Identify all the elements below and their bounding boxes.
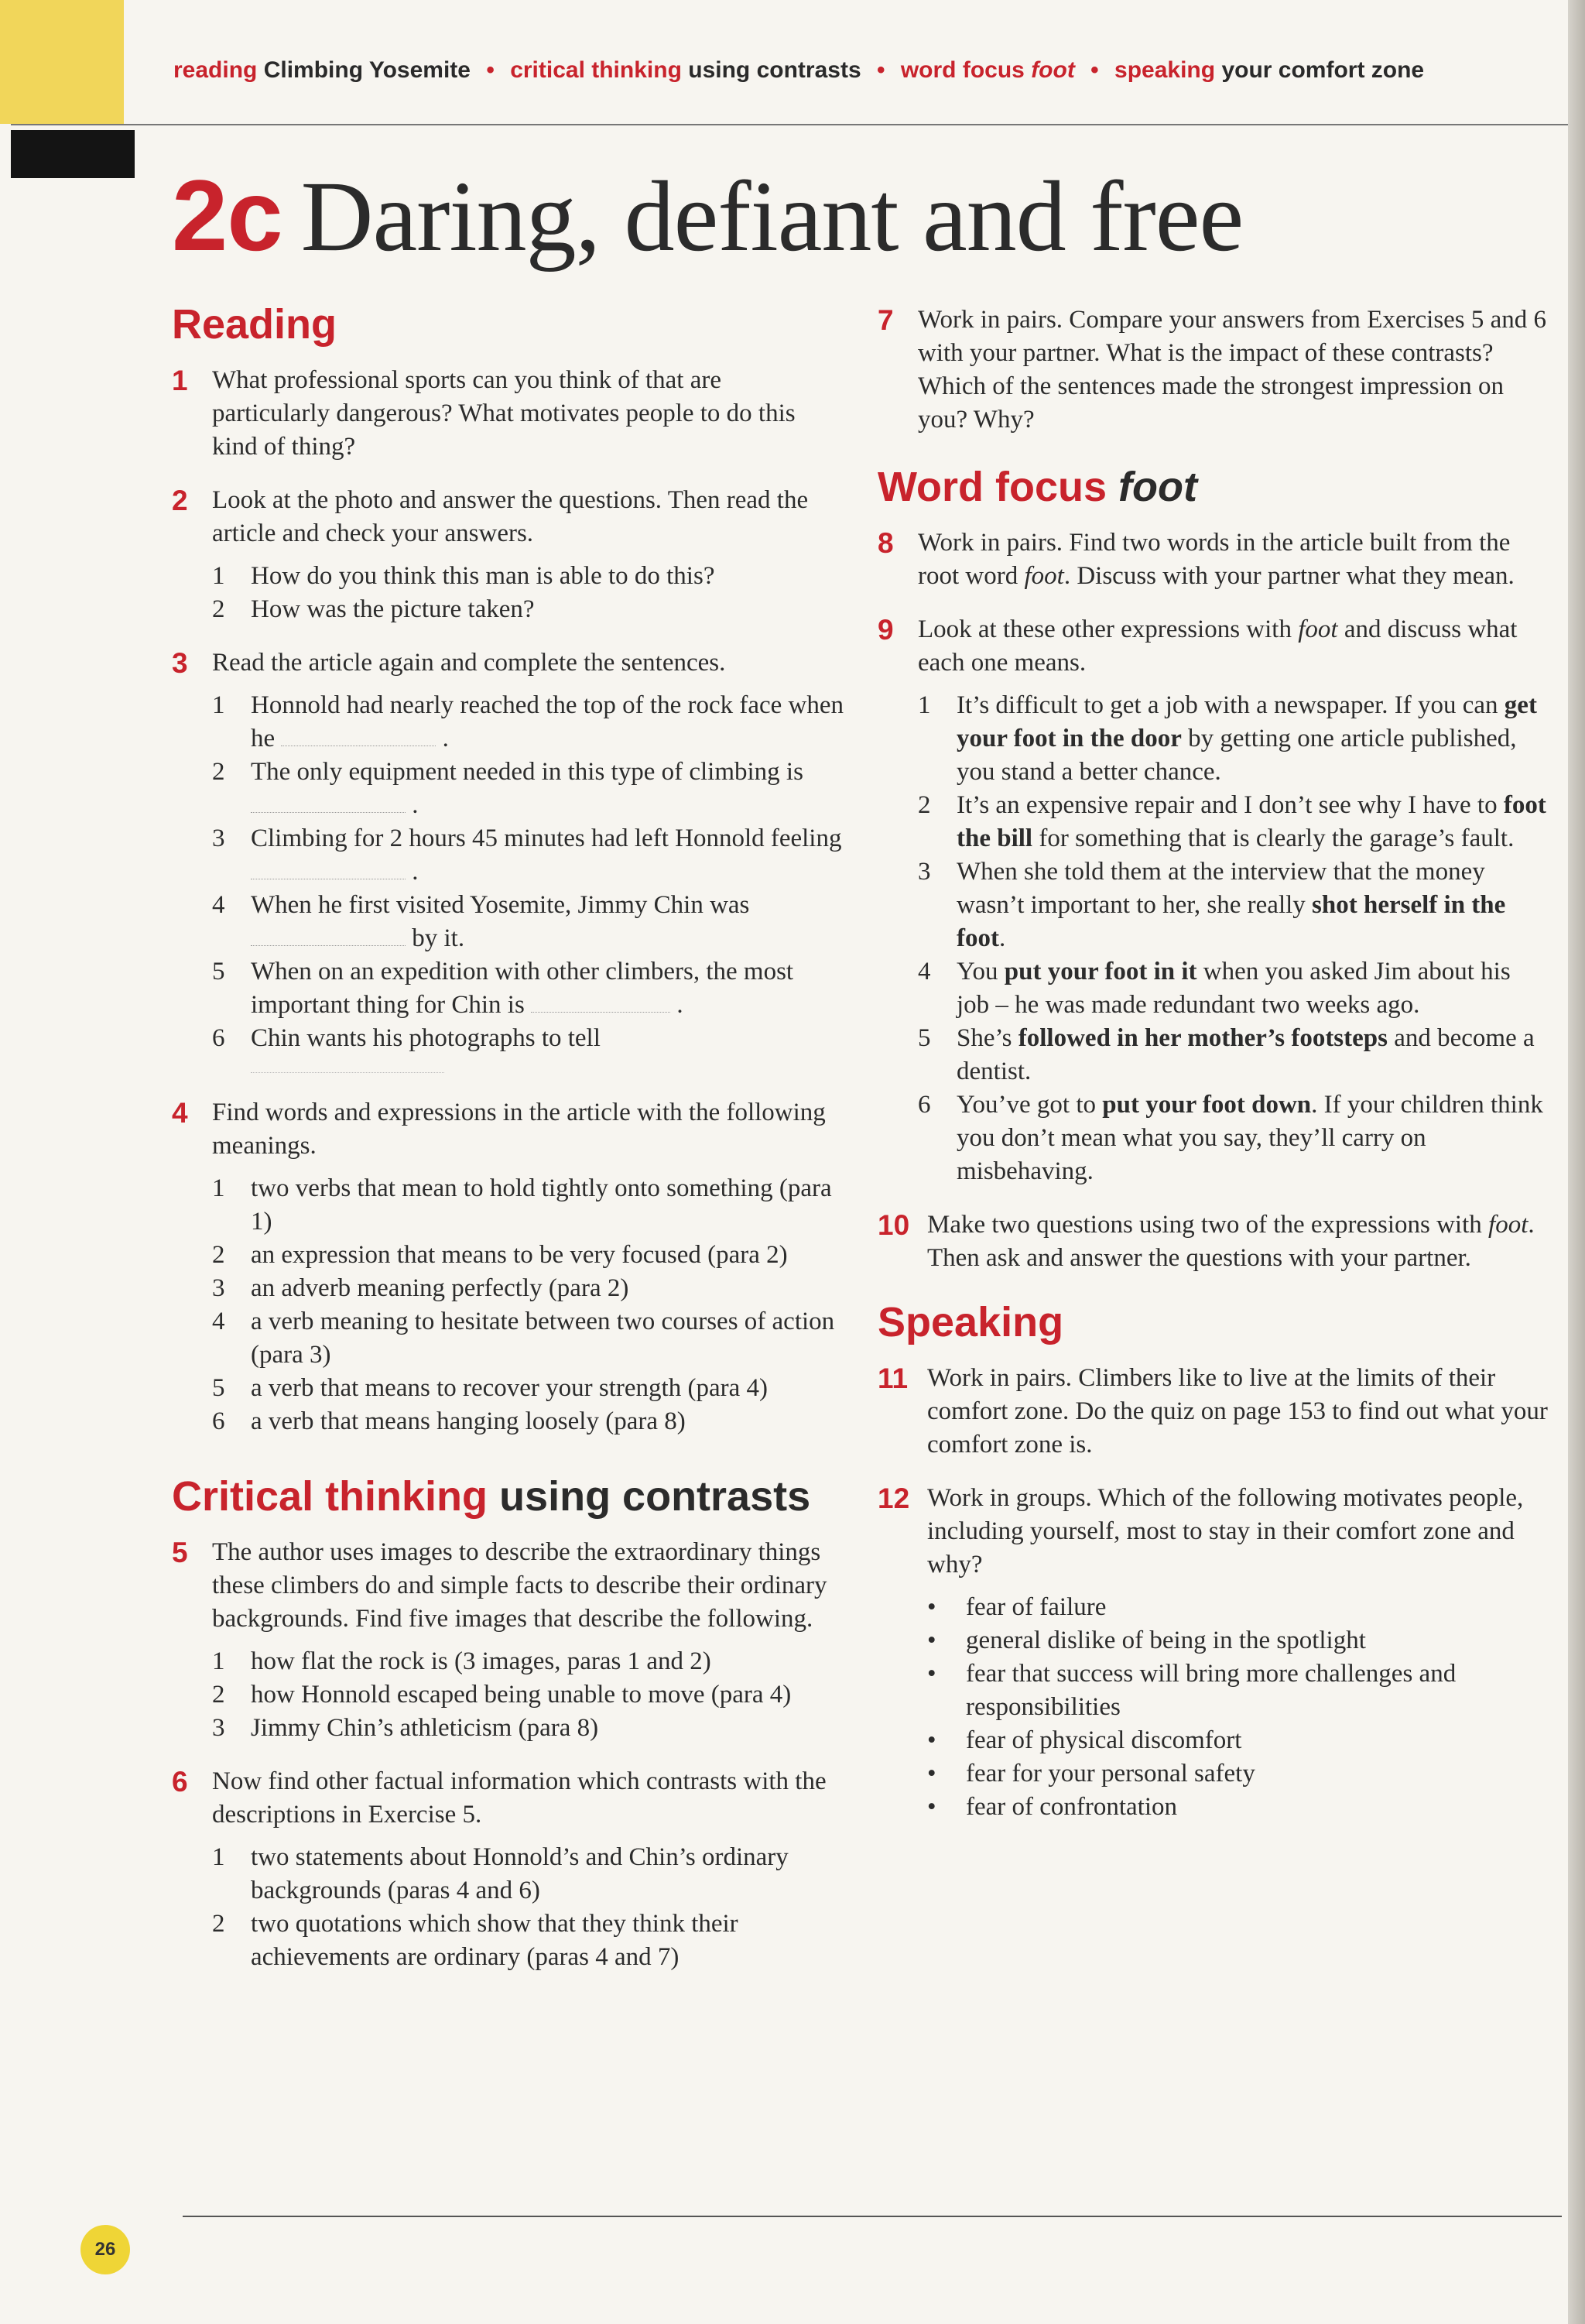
- exercise-7: [878, 303, 1548, 437]
- lesson-title-text: Daring, defiant and free: [300, 161, 1244, 273]
- exercise-instruction: Now find other factual information which contrasts with the descriptions in Exercise 5.: [212, 1767, 827, 1829]
- exercise-8: 8 Work in pairs. Find two words in the article built from the root word foot. Discuss with your partner what they mean.: [878, 527, 1515, 591]
- exercise-instruction: Read the article again and complete the sentences.: [212, 649, 726, 677]
- chapter-marker-bar: [11, 130, 135, 178]
- topic-label-word-focus: word focus: [900, 57, 1025, 83]
- exercise-4: [172, 1096, 845, 1438]
- exercise-number: 6: [172, 1766, 188, 1798]
- list-item: 6 Chin wants his photographs to tell: [212, 1024, 601, 1053]
- exercise-3: [172, 646, 845, 1073]
- image-prompts-list: [212, 1645, 845, 1745]
- list-item: 6 a verb that means hanging loosely (para 8): [212, 1407, 686, 1436]
- page-number-badge: 26: [80, 2225, 130, 2274]
- contrast-list: [212, 1841, 845, 1974]
- answer-blank[interactable]: [281, 722, 436, 746]
- answer-blank[interactable]: [251, 789, 406, 813]
- answer-line[interactable]: [251, 1071, 444, 1073]
- exercise-10: 10 Make two questions using two of the expressions with foot. Then ask and answer the questions with your partner.: [878, 1209, 1535, 1273]
- exercise-number: 3: [172, 647, 188, 680]
- list-item: 1 It’s difficult to get a job with a newspaper. If you can get your foot in the door by getting one article published, you stand a better chance.: [918, 691, 1537, 787]
- topic-text-critical: using contrasts: [688, 57, 861, 83]
- answer-blank[interactable]: [531, 989, 670, 1013]
- exercise-number: 10: [878, 1209, 910, 1242]
- question-list: [212, 560, 845, 626]
- page-edge-shadow: [1568, 0, 1585, 2324]
- exercise-1: [172, 364, 845, 464]
- exercise-number: 9: [878, 614, 894, 646]
- lesson-title: [172, 155, 1243, 277]
- list-item: 5 a verb that means to recover your strength (para 4): [212, 1374, 768, 1403]
- topic-text-word-focus: foot: [1031, 57, 1075, 83]
- list-item: 1 Honnold had nearly reached the top of the rock face when he .: [212, 691, 844, 753]
- header-divider: [11, 124, 1574, 125]
- list-item: 2 two quotations which show that they think their achievements are ordinary (paras 4 and 7): [212, 1910, 738, 1972]
- exercise-number: 1: [172, 365, 188, 397]
- list-item: 4 When he first visited Yosemite, Jimmy Chin was by it.: [212, 891, 750, 953]
- list-item: 5 She’s followed in her mother’s footsteps and become a dentist.: [918, 1024, 1535, 1086]
- bullet-item: • fear of confrontation: [927, 1791, 1548, 1824]
- bullet-item: • fear that success will bring more challenges and responsibilities: [927, 1657, 1548, 1724]
- exercise-9: 9 Look at these other expressions with foot and discuss what each one means. 1 It’s difficult to get a job with a newspaper. If you can get your foot in the door by getting one article published, you stand a better chance. 2 It’s an expensive repair and I don’t see why I have to foot the bill for something that is clearly the garage’s fault. 3 When she told them at the interview that the money wasn’t important to her, she really shot herself in the foot. 4 You put your foot in it when you asked Jim about his job – he was made redundant two weeks ago. 5 She’s followed in her mother’s footsteps and become a dentist. 6 You’ve got to put your foot down. If your children think you don’t mean what you say, they’ll carry on misbehaving.: [878, 613, 1548, 1188]
- section-heading-word-focus: Word focus foot: [878, 464, 1197, 510]
- list-item: 6 You’ve got to put your foot down. If your children think you don’t mean what you say, they’ll carry on misbehaving.: [918, 1091, 1543, 1186]
- list-item: 1 how flat the rock is (3 images, paras 1 and 2): [212, 1647, 711, 1676]
- answer-blank[interactable]: [251, 855, 406, 879]
- list-item: 2 how Honnold escaped being unable to move (para 4): [212, 1681, 792, 1709]
- topic-text-reading: Climbing Yosemite: [263, 57, 471, 83]
- answer-blank[interactable]: [251, 922, 406, 946]
- exercise-12: [878, 1482, 1548, 1824]
- list-item: 2 It’s an expensive repair and I don’t see why I have to foot the bill for something that is clearly the garage’s fault.: [918, 791, 1546, 853]
- exercise-5: [172, 1536, 845, 1745]
- right-column: [878, 303, 1548, 1844]
- motivation-bullet-list: [927, 1591, 1548, 1824]
- left-column: [172, 300, 845, 1994]
- exercise-number: 2: [172, 485, 188, 517]
- footer-divider: [183, 2216, 1562, 2217]
- list-item: 5 When on an expedition with other climbers, the most important thing for Chin is .: [212, 958, 794, 1020]
- exercise-6: [172, 1765, 845, 1974]
- list-item: 2 The only equipment needed in this type of climbing is .: [212, 758, 803, 820]
- list-item: 1 two statements about Honnold’s and Chin’s ordinary backgrounds (paras 4 and 6): [212, 1843, 789, 1905]
- exercise-instruction: What professional sports can you think of that are particularly dangerous? What motivates people to do this kind of thing?: [212, 366, 796, 461]
- sentence-completion-list: [212, 689, 845, 1055]
- section-heading-speaking: Speaking: [878, 1299, 1064, 1346]
- list-item: 3 When she told them at the interview that the money wasn’t important to her, she really shot herself in the foot.: [918, 858, 1506, 953]
- exercise-11: [878, 1362, 1548, 1462]
- section-heading-critical-thinking: Critical thinking using contrasts: [172, 1473, 811, 1520]
- exercise-instruction: The author uses images to describe the extraordinary things these climbers do and simple facts to describe their ordinary backgrounds. Find five images that describe the following.: [212, 1538, 827, 1633]
- topic-text-speaking: your comfort zone: [1221, 57, 1425, 83]
- list-item: 1 two verbs that mean to hold tightly onto something (para 1): [212, 1174, 832, 1236]
- exercise-2: [172, 484, 845, 626]
- list-item: 3 an adverb meaning perfectly (para 2): [212, 1274, 629, 1303]
- lesson-code: 2c: [172, 159, 282, 272]
- meanings-list: [212, 1172, 845, 1438]
- list-item: 3 Jimmy Chin’s athleticism (para 8): [212, 1714, 599, 1743]
- topic-separator: •: [486, 57, 495, 83]
- exercise-instruction: Work in groups. Which of the following motivates people, including yourself, most to stay in their comfort zone and why?: [927, 1484, 1524, 1579]
- exercise-number: 8: [878, 527, 894, 560]
- exercise-number: 11: [878, 1363, 909, 1395]
- bullet-item: • fear of failure: [927, 1591, 1548, 1624]
- bullet-item: • fear for your personal safety: [927, 1757, 1548, 1791]
- exercise-number: 12: [878, 1482, 910, 1515]
- bullet-item: • fear of physical discomfort: [927, 1724, 1548, 1757]
- exercise-instruction: Find words and expressions in the article with the following meanings.: [212, 1099, 826, 1160]
- list-item: 4 You put your foot in it when you asked Jim about his job – he was made redundant two weeks ago.: [918, 958, 1511, 1020]
- topic-label-speaking: speaking: [1114, 57, 1216, 83]
- exercise-instruction: Work in pairs. Compare your answers from Exercises 5 and 6 with your partner. What is the impact of these contrasts? Which of the sentences made the strongest impression on you? Why?: [918, 306, 1547, 434]
- exercise-number: 4: [172, 1097, 188, 1129]
- section-heading-reading: Reading: [172, 301, 337, 348]
- bullet-item: • general dislike of being in the spotlight: [927, 1624, 1548, 1657]
- list-item: 3 Climbing for 2 hours 45 minutes had left Honnold feeling .: [212, 824, 842, 886]
- exercise-number: 5: [172, 1537, 188, 1569]
- list-item: 4 a verb meaning to hesitate between two courses of action (para 3): [212, 1308, 835, 1369]
- lesson-topics-bar: [173, 57, 1424, 84]
- list-item: 1 How do you think this man is able to do this?: [212, 562, 715, 591]
- topic-separator: •: [876, 57, 885, 83]
- expressions-list: [918, 689, 1548, 1188]
- topic-label-reading: reading: [173, 57, 258, 83]
- exercise-instruction: Work in pairs. Climbers like to live at the limits of their comfort zone. Do the quiz on page 153 to find out what your comfort zone is.: [927, 1364, 1548, 1459]
- list-item: 2 How was the picture taken?: [212, 595, 535, 624]
- chapter-color-tab: [0, 0, 124, 124]
- list-item: 2 an expression that means to be very focused (para 2): [212, 1241, 788, 1270]
- exercise-number: 7: [878, 304, 894, 336]
- exercise-instruction: Look at the photo and answer the questions. Then read the article and check your answers.: [212, 486, 809, 548]
- topic-separator: •: [1090, 57, 1099, 83]
- topic-label-critical: critical thinking: [510, 57, 682, 83]
